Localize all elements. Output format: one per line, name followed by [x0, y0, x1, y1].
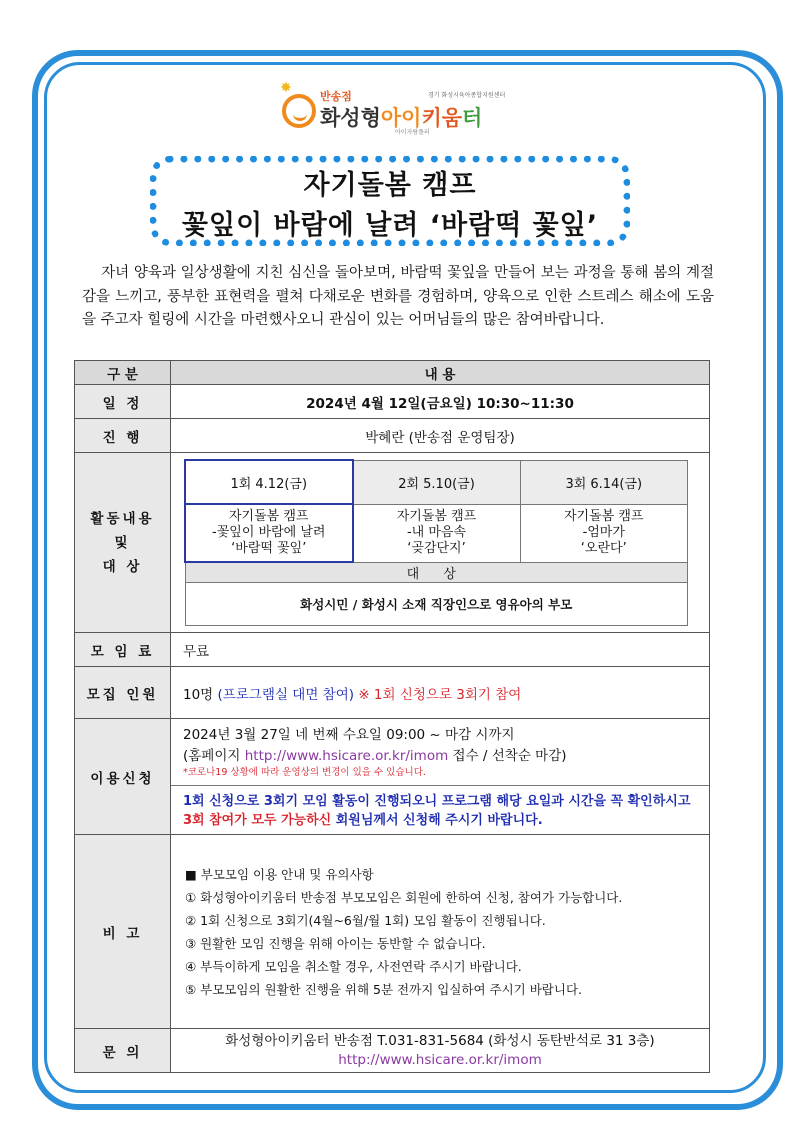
- header-content: 내 용: [171, 361, 710, 385]
- remarks-item: ① 화성형아이키움터 반송점 부모모임은 회원에 한하여 신청, 참여가 가능합니다.: [185, 889, 623, 905]
- host-value: 박혜란 (반송점 운영팀장): [171, 419, 710, 453]
- logo-tagline: 아이자람플러: [395, 129, 430, 136]
- star-icon: ✸: [280, 80, 292, 96]
- schedule-value: 2024년 4월 12일(금요일) 10:30~11:30: [171, 385, 710, 419]
- remarks-item: ② 1회 신청으로 3회기(4월~6월/월 1회) 모임 활동이 진행됩니다.: [185, 912, 546, 928]
- table-row: [75, 453, 710, 633]
- table-row: [75, 419, 710, 453]
- target-value: 화성시민 / 화성시 소재 직장인으로 영유아의 부모: [185, 583, 688, 626]
- activity-label: 활동내용 및 대 상: [75, 453, 171, 633]
- activity-content: [171, 453, 710, 633]
- header-category: 구 분: [75, 361, 171, 385]
- remarks-item: ③ 원활한 모임 진행을 위해 아이는 동반할 수 없습니다.: [185, 935, 486, 951]
- contact-label: 문 의: [75, 1029, 171, 1073]
- table-row: [75, 835, 710, 1029]
- remarks-title: ■ 부모모임 이용 안내 및 유의사항: [185, 866, 374, 882]
- apply-method: (홈페이지 http://www.hsicare.or.kr/imom 접수 / 선착순 마감): [183, 747, 567, 764]
- apply-label: 이용신청: [75, 719, 171, 835]
- info-table: [74, 360, 710, 1073]
- intro-paragraph: 자녀 양육과 일상생활에 지친 심신을 돌아보며, 바람떡 꽃잎을 만들어 보는 과정을 통해 봄의 계절감을 느끼고, 풍부한 표현력을 펼쳐 다채로운 변화를 경험하며, 양육으로 인한 스트레스 해소에 도움을 주고자 힐링에 시간을 마련했사오니 관심이 있는 어머님들의 많은 참여바랍니다.: [82, 265, 714, 328]
- session-desc: 자기돌봄 캠프 -내 마음속 ‘곶감단지’: [353, 504, 521, 562]
- page-title: 자기돌봄 캠프: [303, 170, 477, 201]
- target-header: 대 상: [185, 562, 688, 583]
- contact-link[interactable]: http://www.hsicare.or.kr/imom: [338, 1051, 542, 1068]
- table-row: [75, 667, 710, 719]
- table-row: [75, 633, 710, 667]
- page-subtitle: 꽃잎이 바람에 날려 ‘바람떡 꽃잎’: [181, 210, 599, 241]
- table-row: [75, 1029, 710, 1073]
- session-date: 2회 5.10(금): [353, 460, 521, 504]
- session-date: 3회 6.14(금): [520, 460, 688, 504]
- schedule-label: 일 정: [75, 385, 171, 419]
- partner-logo: 경기 화성시육아종합지원센터: [428, 92, 506, 99]
- session-desc: 자기돌봄 캠프 -엄마가 ‘오란다’: [520, 504, 688, 562]
- apply-warning: 1회 신청으로 3회기 모임 활동이 진행되오니 프로그램 해당 요일과 시간을 꼭 확인하시고 3회 참여가 모두 가능하신 회원님께서 신청해 주시기 바랍니다.: [171, 785, 709, 830]
- logo-branch: 반송점: [320, 90, 352, 103]
- apply-period: 2024년 3월 27일 네 번째 수요일 09:00 ~ 마감 시까지: [183, 726, 515, 743]
- covid-notice: *코로나19 상황에 따라 운영상의 변경이 있을 수 있습니다.: [183, 766, 426, 778]
- logo-name: 화성형아이키움터: [320, 106, 483, 130]
- fee-value: 무료: [171, 633, 710, 667]
- apply-content: [171, 719, 710, 835]
- session-table: [184, 459, 688, 626]
- contact-value: 화성형아이키움터 반송점 T.031-831-5684 (화성시 동탄반석로 31 3층) http://www.hsicare.or.kr/imom: [171, 1029, 710, 1073]
- logo: [280, 80, 520, 138]
- table-row: [75, 385, 710, 419]
- table-header-row: [75, 361, 710, 385]
- homepage-link[interactable]: http://www.hsicare.or.kr/imom: [244, 747, 449, 764]
- recruit-value: 10명 (프로그램실 대면 참여) ※ 1회 신청으로 3회기 참여: [171, 667, 710, 719]
- recruit-label: 모집 인원: [75, 667, 171, 719]
- smile-logo-icon: [282, 94, 316, 128]
- remarks-content: [171, 835, 710, 1029]
- fee-label: 모 임 료: [75, 633, 171, 667]
- remarks-item: ⑤ 부모모임의 원활한 진행을 위해 5분 전까지 입실하여 주시기 바랍니다.: [185, 981, 582, 997]
- remarks-item: ④ 부득이하게 모임을 취소할 경우, 사전연락 주시기 바랍니다.: [185, 958, 522, 974]
- session-desc: 자기돌봄 캠프 -꽃잎이 바람에 날려 ‘바람떡 꽃잎’: [185, 504, 353, 562]
- host-label: 진 행: [75, 419, 171, 453]
- table-row: [75, 719, 710, 835]
- remarks-label: 비 고: [75, 835, 171, 1029]
- session-date: 1회 4.12(금): [185, 460, 353, 504]
